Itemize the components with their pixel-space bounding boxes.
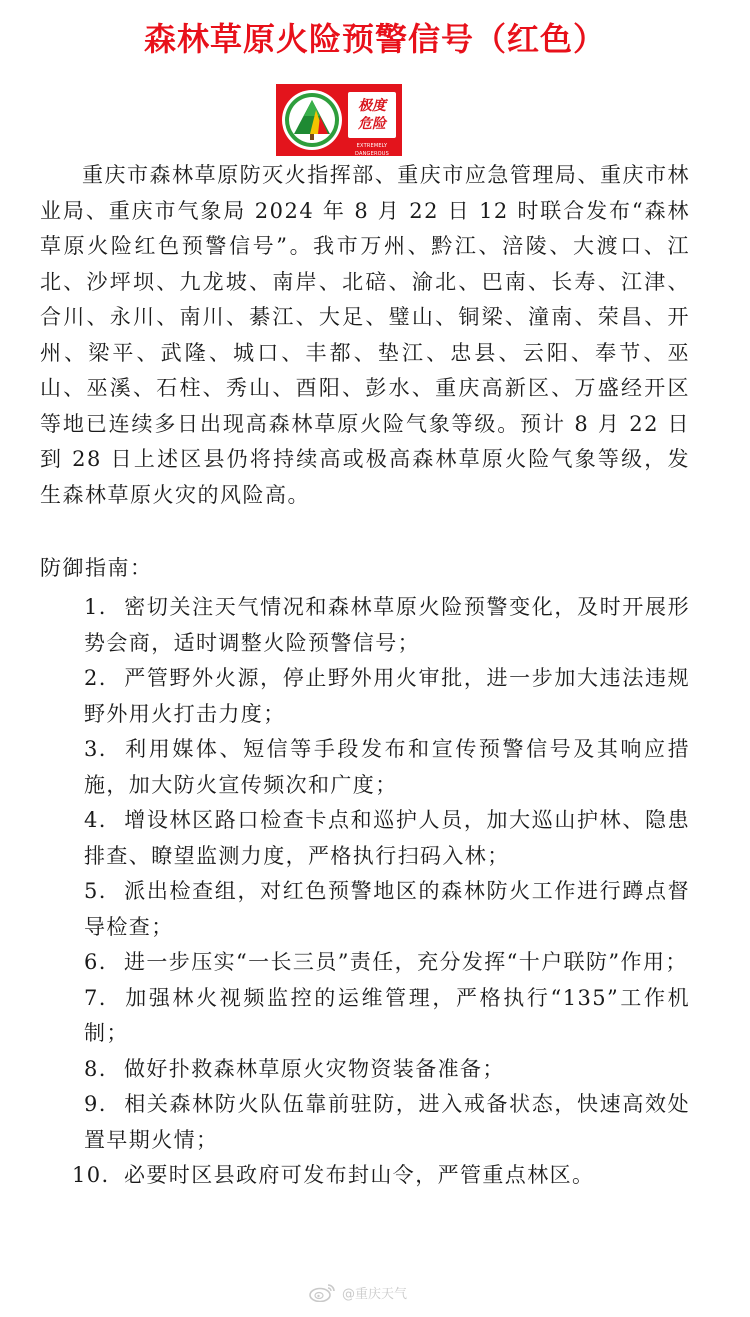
- list-item-number: 2.: [84, 666, 107, 690]
- list-item: [84, 1087, 690, 1158]
- list-item: [84, 874, 690, 945]
- list-item-number: 3.: [84, 737, 107, 761]
- intro-paragraph: 重庆市森林草原防灭火指挥部、重庆市应急管理局、重庆市林业局、重庆市气象局 2024 年 8 月 22 日 12 时联合发布“森林草原火险红色预警信号”。我市万州、黔江、涪陵、大渡口、江北、沙坪坝、九龙坡、南岸、北碚、渝北、巴南、长寿、江津、合川、永川、南川、綦江、大足、璧山、铜梁、潼南、荣昌、开州、梁平、武隆、城口、丰都、垫江、忠县、云阳、奉节、巫山、巫溪、石柱、秀山、酉阳、彭水、重庆高新区、万盛经开区等地已连续多日出现高森林草原火险气象等级。预计 8 月 22 日到 28 日上述区县仍将持续高或极高森林草原火险气象等级，发生森林草原火灾的风险高。: [40, 163, 690, 507]
- guide-heading: 防御指南：: [40, 556, 153, 580]
- watermark-text: @重庆天气: [342, 1286, 408, 1302]
- list-item-text: 派出检查组，对红色预警地区的森林防火工作进行蹲点督导检查；: [84, 879, 690, 939]
- list-item-number: 5.: [84, 879, 107, 903]
- warning-badge: [276, 84, 402, 156]
- badge-label-line2: 危险: [358, 116, 386, 132]
- list-item-text: 密切关注天气情况和森林草原火险预警变化，及时开展形势会商，适时调整火险预警信号；: [84, 595, 690, 655]
- weibo-watermark: [308, 1282, 407, 1302]
- list-item-text: 做好扑救森林草原火灾物资装备准备；: [124, 1056, 505, 1081]
- list-item: [84, 590, 690, 661]
- forest-fire-emblem-icon: [280, 88, 344, 152]
- badge-subtext: EXTREMELY DANGEROUS: [355, 143, 389, 157]
- list-item-text: 加强林火视频监控的运维管理，严格执行“135”工作机制；: [84, 985, 690, 1045]
- list-item: [84, 661, 690, 732]
- guide-list: [72, 590, 690, 1194]
- list-item: [84, 945, 690, 981]
- weibo-logo-icon: [308, 1282, 336, 1302]
- list-item-text: 相关森林防火队伍靠前驻防，进入戒备状态，快速高效处置早期火情；: [84, 1092, 690, 1152]
- badge-label-line1: 极度: [358, 98, 386, 114]
- list-item: [84, 803, 690, 874]
- list-item-text: 严管野外火源，停止野外用火审批，进一步加大违法违规野外用火打击力度；: [84, 666, 690, 726]
- list-item: [84, 1052, 690, 1088]
- page-title: 森林草原火险预警信号（红色）: [143, 20, 606, 58]
- list-item-text: 利用媒体、短信等手段发布和宣传预警信号及其响应措施，加大防火宣传频次和广度；: [84, 737, 690, 797]
- list-item-text: 增设林区路口检查卡点和巡护人员，加大巡山护林、隐患排查、瞭望监测力度，严格执行扫码入林；: [84, 808, 690, 868]
- list-item-text: 必要时区县政府可发布封山令，严管重点林区。: [124, 1163, 595, 1187]
- list-item-number: 10.: [72, 1163, 110, 1187]
- list-item-number: 8.: [84, 1056, 107, 1081]
- list-item: [84, 981, 690, 1052]
- warning-level-label: [348, 92, 396, 138]
- list-item-number: 6.: [84, 950, 107, 974]
- list-item: [84, 732, 690, 803]
- list-item-number: 1.: [84, 595, 107, 619]
- list-item-number: 9.: [84, 1092, 107, 1116]
- list-item: [72, 1158, 690, 1194]
- list-item-number: 7.: [84, 985, 107, 1010]
- list-item-number: 4.: [84, 808, 107, 832]
- list-item-text: 进一步压实“一长三员”责任，充分发挥“十户联防”作用；: [124, 950, 688, 974]
